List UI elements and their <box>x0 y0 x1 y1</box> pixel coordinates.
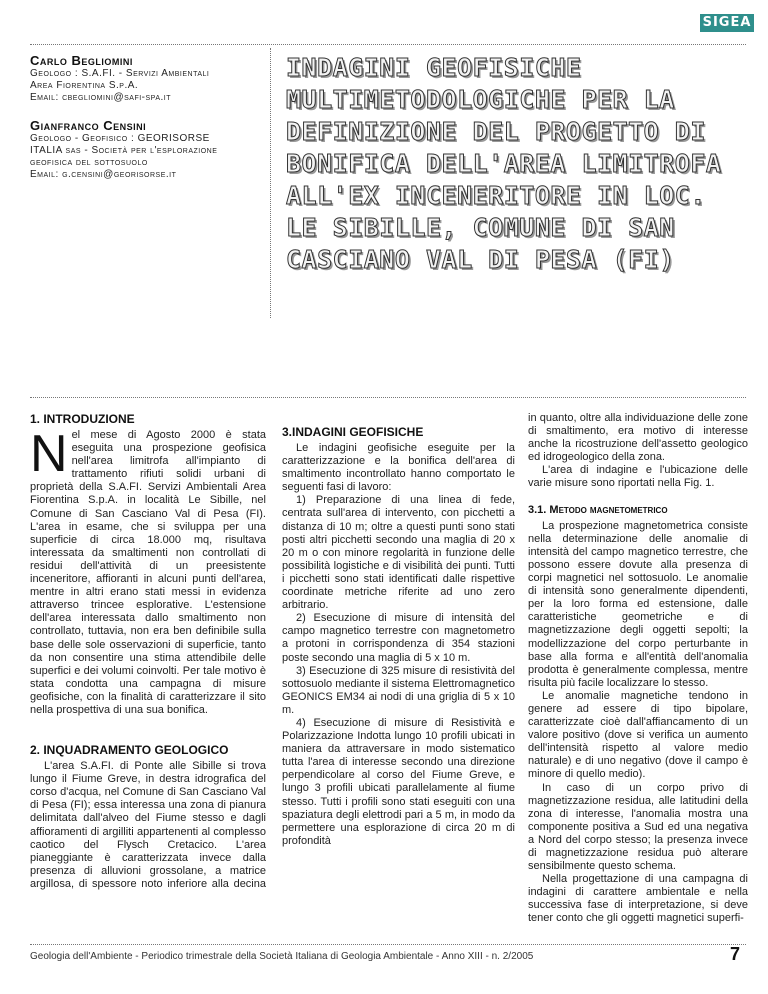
geo-text: L'area S.A.FI. di Ponte alle Sibille si trova lungo il Fiume Greve, in destra idrografica del corso d'acqua, nel Comune di San Casciano Val di Pesa (FI); essa interessa una zona di pianura delimitata dall'alveo del Fiume stesso e dagli affioramenti di argilliti appartenenti al complesso caotico del Flysch Cretacico. L'area pianeggiante è caratterizzata invece dalla presenza di alluvioni grossolane, a matrice argillosa, di spessore noto inferiore alla decina <box>30 760 266 890</box>
section-heading: 2. INQUADRAMENTO GEOLOGICO <box>30 743 229 758</box>
column-2 <box>282 412 515 848</box>
mag-paragraph: La prospezione magnetometrica consiste nella determinazione delle anomalie di intensità del campo magnetico terrestre, che possono essere dovute alla presenza di corpi magnetici nel sottosuolo. Le anomalie di intensità sono generalmente dipendenti, per la loro forma ed estensione, dalle caratteristiche geometriche e di magnetizzazione degli oggetti sepolti; la modellizzazione del corpo perturbante in base alla forma e all'entità dell'anomalia prodotta è generalmente complessa, mentre risulta più facile localizzare lo stesso. <box>528 519 748 689</box>
article-title: INDAGINI GEOFISICHE MULTIMETODOLOGICHE PER LA DEFINIZIONE DEL PROGETTO DI BONIFICA DELL'AREA LIMITROFA ALL'EX INCENERITORE IN LOC. LE SIBILLE, COMUNE DI SAN CASCIANO VAL DI PESA (FI) <box>286 53 722 274</box>
column-1 <box>30 412 266 890</box>
ind-paragraph: 3) Esecuzione di 325 misure di resistività del sottosuolo mediante il sistema Elettromagnetico GEONICS EM34 ai nodi di una griglia di 5 x 10 m. <box>282 664 515 716</box>
author-email[interactable]: Email: cbegliomini@safi-spa.it <box>30 92 171 103</box>
page-number: 7 <box>730 944 741 964</box>
header-vertical-divider <box>270 48 271 318</box>
ind-paragraph: 4) Esecuzione di misure di Resistività e Polarizzazione Indotta lungo 10 profili ubicati in maniera da attraversare in modo sistematico tutta l'area di interesse secondo una direzione perpendicolare al corso del Fiume Greve, e lungo 3 profili ubicati parallelamente al fiume stesso. Tutti i profili sono stati eseguiti con una spaziatura degli elettrodi pari a 5 m, in modo da permettere una esplorazione di circa 20 m di profondità <box>282 716 515 847</box>
ind-paragraph: 1) Preparazione di una linea di fede, centrata sull'area di intervento, con picchetti a distanza di 10 m; oltre a questi punti sono stati posti altri picchetti secondo una maglia di 20 x 20 m o con minore regolarità in funzione delle possibilità logistiche e di visibilità dei punti. Tutti i picchetti sono stati identificati dalle rispettive coordinate metriche riferite ad uno zero arbitrario. <box>282 494 515 612</box>
col3-paragraph: in quanto, oltre alla individuazione delle zone di smaltimento, era motivo di interesse anche la ricostruzione dell'assetto geologico ed idrogeologico della zona. <box>528 412 748 464</box>
header-divider <box>30 44 746 45</box>
author-2 <box>30 118 266 181</box>
footer-text: Geologia dell'Ambiente - Periodico trimestrale della Società Italiana di Geologia Ambientale - Anno XIII - n. 2/2005 <box>30 951 534 962</box>
section-heading: 3.1. Metodo magnetometrico <box>528 503 668 516</box>
intro-paragraph <box>30 425 266 717</box>
author-name: Carlo Begliomini <box>30 53 133 68</box>
author-affiliation: Geologo : S.A.FI. - Servizi Ambientali <box>30 68 210 79</box>
section-heading: 3.INDAGINI GEOFISICHE <box>282 425 424 439</box>
author-email[interactable]: Email: g.censini@georisorse.it <box>30 169 177 180</box>
ind-paragraph: Le indagini geofisiche eseguite per la caratterizzazione e la bonifica dell'area di smaltimento incontrollato hanno comportato le seguenti fasi di lavoro: <box>282 442 515 494</box>
sigea-logo: SIGEA <box>700 14 754 32</box>
geo-paragraph <box>30 760 266 890</box>
author-1 <box>30 53 266 104</box>
mag-paragraph: Nella progettazione di una campagna di indagini di carattere ambientale e nella successiva fase di interpretazione, si deve tener conto che gli oggetti magnetici superfi- <box>528 873 748 925</box>
col3-paragraph: L'area di indagine e l'ubicazione delle varie misure sono riportati nella Fig. 1. <box>528 464 748 490</box>
author-affiliation: Geologo - Geofisico : GEORISORSE <box>30 133 210 144</box>
author-name: Gianfranco Censini <box>30 118 147 133</box>
intro-text: el mese di Agosto 2000 è stata eseguita una prospezione geofisica nell'area limitrofa all'impianto di trattamento rifiuti solidi urbani di proprietà della S.A.FI. Servizi Ambientali Area Fiorentina S.p.A. in località Le Sibille, nel Comune di San Casciano Val di Pesa (FI). L'area in esame, che si sviluppa per una superficie di circa 18.000 mq, risultava interessata da smaltimenti non controllati di residui dell'attività di un preesistente inceneritore, affioranti in alcuni punti dell'area, mentre in altri erano stati messi in evidenza attraverso trincee esplorative. L'estensione dell'area interessata dallo smaltimento non controllato, tuttavia, non era ben definibile sulla base delle sole osservazioni di superficie, tanto da non consentire una stima attendibile delle superfici e dei volumi coinvolti. Per tale motivo è stata condotta una campagna di misure geofisiche, con la finalità di caratterizzare il sito nella prospettiva di una sua bonifica. <box>30 429 266 716</box>
author-affiliation: geofisica del sottosuolo <box>30 157 148 168</box>
mag-paragraph: Le anomalie magnetiche tendono in genere ad essere di tipo bipolare, caratterizzate cioè dall'affiancamento di un valore positivo (dove si verifica un aumento dell'intensità rispetto al valore medio naturale) e di uno negativo (dove il campo è minore di quello medio). <box>528 689 748 781</box>
author-affiliation: ITALIA sas - Società per l'esplorazione <box>30 145 218 156</box>
column-3 <box>528 412 748 926</box>
ind-paragraph: 2) Esecuzione di misure di intensità del campo magnetico terrestre con magnetometro a protoni in corrispondenza di 354 stazioni poste secondo una maglia di 5 x 10 m. <box>282 612 515 664</box>
body-top-divider <box>30 397 746 398</box>
footer-divider <box>30 944 746 945</box>
author-affiliation: Area Fiorentina S.p.A. <box>30 80 139 91</box>
authors-block <box>30 53 266 181</box>
section-heading: 1. INTRODUZIONE <box>30 412 135 426</box>
mag-paragraph: In caso di un corpo privo di magnetizzazione residua, alle latitudini della zona di interesse, l'anomalia mostra una componente positiva a Sud ed una negativa a Nord del corpo stesso; la presenza invece di magnetizzazione residua può alterare sensibilmente questo schema. <box>528 781 748 873</box>
drop-cap: N <box>30 425 68 483</box>
